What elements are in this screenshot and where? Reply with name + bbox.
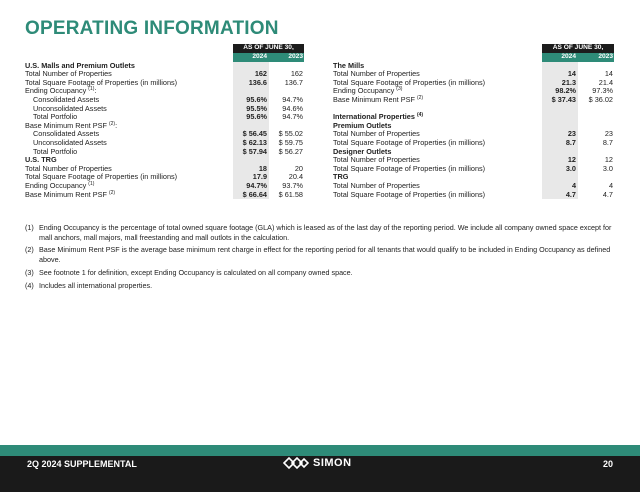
- value-2024: $ 62.13: [233, 139, 269, 148]
- footnote-ref: (3): [396, 86, 403, 93]
- row-label-text: Ending Occupancy: [333, 86, 395, 96]
- simon-logo: [283, 456, 352, 470]
- footnote-ref: (2): [108, 189, 116, 196]
- page-number: 20: [602, 459, 613, 469]
- row-label-text: Total Square Footage of Properties (in millions): [333, 163, 486, 173]
- value-2023: 3.0: [602, 163, 613, 173]
- row-label-text: TRG: [333, 172, 349, 182]
- footnotes: [25, 223, 617, 293]
- table-row: [333, 96, 614, 105]
- value-2023: 12: [604, 155, 613, 165]
- row-label-text: Total Square Footage of Properties (in millions): [333, 189, 486, 199]
- value-2024: [542, 105, 578, 114]
- row-label-text: Base Minimum Rent PSF: [25, 120, 107, 130]
- row-label-text: Total Portfolio: [33, 112, 78, 122]
- row-label: [25, 191, 233, 200]
- row-label-text: Base Minimum Rent PSF: [333, 94, 415, 104]
- footnote: [25, 223, 617, 242]
- row-label-text: Total Number of Properties: [25, 69, 112, 79]
- row-label: [333, 165, 542, 174]
- row-label-text: Total Number of Properties: [333, 69, 420, 79]
- year-header-2024: 2024: [542, 53, 578, 62]
- row-label-text: Total Square Footage of Properties (in millions): [333, 137, 486, 147]
- footnote-number: (2): [25, 245, 34, 255]
- us-properties-table: [25, 44, 304, 199]
- value-2023: 162: [290, 69, 303, 79]
- value-2024: 21.3: [542, 79, 578, 88]
- value-2024: 95.5%: [233, 105, 269, 114]
- footnote-text: Ending Occupancy is the percentage of total owned square footage (GLA) which is leased as of the last day of the reporting period. We include all company owned space except for mall anchors, mall majors, mall freestanding and mall outlots in the calculation.: [39, 223, 612, 242]
- row-label-text: Ending Occupancy: [25, 180, 87, 190]
- footnote-number: (1): [25, 223, 34, 232]
- row-label-text: Total Square Footage of Properties (in millions): [25, 172, 178, 182]
- row-label-text: Unconsolidated Assets: [33, 137, 107, 147]
- row-label-text: Total Portfolio: [33, 146, 78, 156]
- row-label-text: Total Square Footage of Properties (in millions): [333, 77, 486, 87]
- row-label-text: Total Number of Properties: [333, 180, 420, 190]
- value-2023: 4.7: [602, 189, 613, 199]
- value-2023: 93.7%: [282, 180, 303, 190]
- footnote-text: Includes all international properties.: [39, 280, 153, 290]
- row-label-text: Total Number of Properties: [333, 129, 420, 139]
- value-2024: 98.2%: [542, 87, 578, 96]
- footnote-ref: (4): [416, 112, 424, 119]
- footnote-number: (4): [25, 280, 34, 290]
- value-2023: $ 61.58: [278, 189, 303, 199]
- value-2023: 94.7%: [282, 94, 303, 104]
- table-row: [333, 165, 614, 174]
- value-2023: $ 59.75: [278, 137, 303, 147]
- footnote: [25, 281, 617, 291]
- value-2024: 95.6%: [233, 113, 269, 122]
- value-2024: $ 57.94: [233, 148, 269, 157]
- year-header-2024: 2024: [233, 53, 269, 62]
- footnote-ref: (1): [88, 180, 95, 187]
- value-2023: 4: [608, 180, 613, 190]
- value-2024: 14: [542, 70, 578, 79]
- other-properties-table: [333, 44, 614, 199]
- row-label-text: Total Square Footage of Properties (in millions): [25, 77, 178, 87]
- value-2024: 94.7%: [233, 182, 269, 191]
- value-2023: $ 56.27: [278, 146, 303, 156]
- value-2024: [542, 113, 578, 122]
- value-2023: 20.4: [288, 172, 303, 182]
- row-label-text: U.S. Malls and Premium Outlets: [25, 60, 135, 70]
- report-label: 2Q 2024 SUPPLEMENTAL: [27, 459, 137, 469]
- footer: [0, 456, 640, 492]
- value-2023: 94.6%: [282, 103, 303, 113]
- footnote: [25, 268, 617, 278]
- value-2024: 17.9: [233, 173, 269, 182]
- value-2023: 94.7%: [282, 112, 303, 122]
- value-2024: 23: [542, 130, 578, 139]
- row-label-text: International Properties: [333, 112, 415, 122]
- table-row: [25, 148, 304, 157]
- footer-accent-bar: [0, 445, 640, 456]
- footnote-ref: (1): [88, 86, 95, 93]
- row-label-text: U.S. TRG: [25, 155, 57, 165]
- value-2024: 8.7: [542, 139, 578, 148]
- value-2024: 136.6: [233, 79, 269, 88]
- label-suffix: :: [115, 120, 118, 130]
- value-2024: 12: [542, 156, 578, 165]
- value-2024: 4.7: [542, 191, 578, 200]
- value-2024: 4: [542, 182, 578, 191]
- table-row: [25, 191, 304, 200]
- footnote-ref: (2): [416, 94, 424, 101]
- row-label-text: Ending Occupancy: [25, 86, 87, 96]
- value-2023: 8.7: [602, 137, 613, 147]
- simon-logo-text: SIMON: [313, 457, 352, 469]
- value-2024: 95.6%: [233, 96, 269, 105]
- row-label-text: Total Number of Properties: [25, 163, 112, 173]
- footnote-text: See footnote 1 for definition, except Ending Occupancy is calculated on all company owned space.: [39, 267, 353, 277]
- value-2024: $ 56.45: [233, 130, 269, 139]
- value-2023: 21.4: [598, 77, 613, 87]
- simon-logo-icon: [283, 456, 309, 470]
- footnote-text: Base Minimum Rent PSF is the average base minimum rent charge in effect for the reporting period for all tenants that would qualify to be included in Ending Occupancy as defined above.: [39, 245, 611, 264]
- row-label-text: Consolidated Assets: [33, 129, 100, 139]
- page-title: OPERATING INFORMATION: [25, 18, 279, 39]
- value-2024: 3.0: [542, 165, 578, 174]
- row-label-text: Unconsolidated Assets: [33, 103, 107, 113]
- value-2024: $ 37.43: [542, 96, 578, 105]
- row-label-text: Total Number of Properties: [333, 155, 420, 165]
- value-2023: $ 55.02: [278, 129, 303, 139]
- value-2023: 23: [604, 129, 613, 139]
- year-header-2023: 2023: [269, 53, 304, 62]
- value-2024: 162: [233, 70, 269, 79]
- value-2023: 14: [604, 69, 613, 79]
- table-row: [333, 191, 614, 200]
- row-label-text: Premium Outlets: [333, 120, 392, 130]
- row-label: [333, 96, 542, 105]
- value-2023: $ 36.02: [588, 94, 613, 104]
- value-2024: $ 66.64: [233, 191, 269, 200]
- as-of-header: AS OF JUNE 30,: [542, 44, 614, 53]
- value-2023: 20: [294, 163, 303, 173]
- footnote-ref: (2): [108, 120, 116, 127]
- value-2023: [578, 105, 614, 114]
- footnote: [25, 245, 617, 264]
- year-header-2023: 2023: [578, 53, 614, 62]
- value-2023: 136.7: [284, 77, 303, 87]
- value-2023: [578, 113, 614, 122]
- label-suffix: :: [94, 86, 97, 96]
- value-2024: 18: [233, 165, 269, 174]
- row-label-text: Designer Outlets: [333, 146, 392, 156]
- value-2023: 97.3%: [592, 86, 613, 96]
- footnote-number: (3): [25, 267, 34, 277]
- as-of-header: AS OF JUNE 30,: [233, 44, 304, 53]
- row-label-text: Base Minimum Rent PSF: [25, 189, 107, 199]
- row-label: [333, 191, 542, 200]
- row-label-text: Consolidated Assets: [33, 94, 100, 104]
- row-label-text: The Mills: [333, 60, 365, 70]
